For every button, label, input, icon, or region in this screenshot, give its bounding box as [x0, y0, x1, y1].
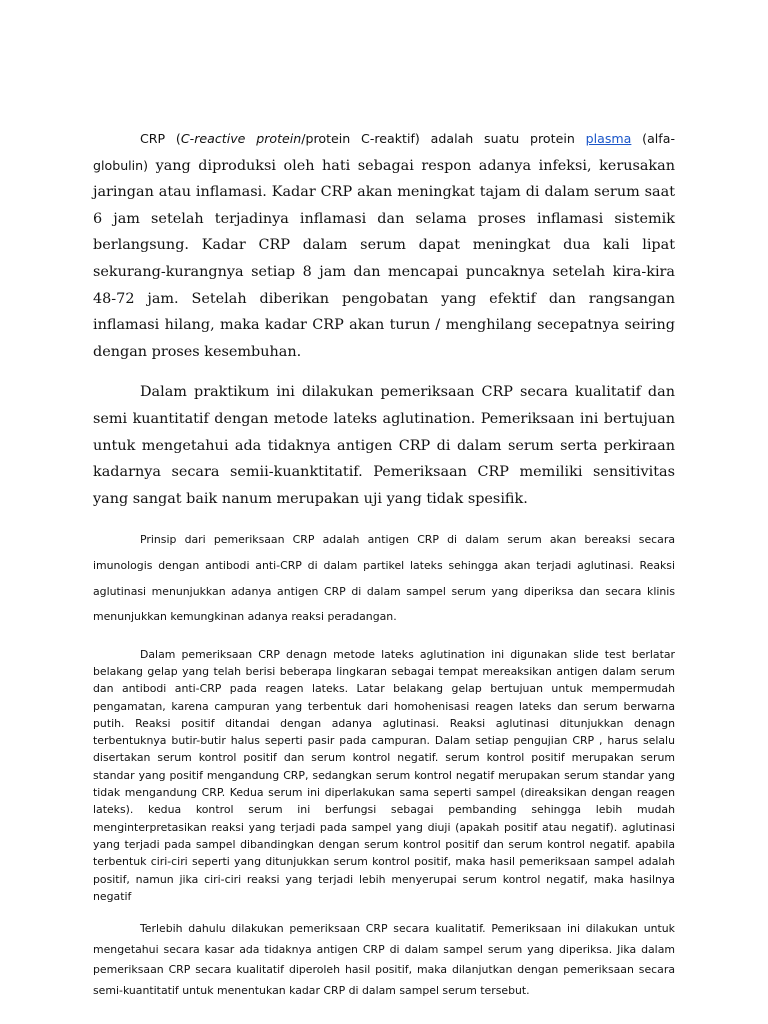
document-page [93, 126, 675, 1001]
plasma-link[interactable]: plasma [585, 131, 632, 146]
c-reactive-protein-term: C-reactive protein [180, 131, 302, 146]
paragraph-kualitatif: Terlebih dahulu dilakukan pemeriksaan CRP secara kualitatif. Pemeriksaan ini dilakukan untuk mengetahui secara kasar ada tidaknya antigen CRP di dalam sampel serum yang diperiksa. Jika dalam pemeriksaan CRP secara kualitatif diperoleh hasil positif, maka dilanjutkan dengan pemeriksaan secara semi-kuantitatif untuk menentukan kadar CRP di dalam sampel serum tersebut. [93, 922, 675, 997]
crp-definition-body: yang diproduksi oleh hati sebagai respon adanya infeksi, kerusakan jaringan atau inflamasi. Kadar CRP akan meningkat tajam di dalam serum saat 6 jam setelah terjadinya inflamasi dan selama proses inflamasi sistemik berlangsung. Kadar CRP dalam serum dapat meningkat dua kali lipat sekurang-kurangnya setiap 8 jam dan mencapai puncaknya setelah kira-kira 48-72 jam. Setelah diberikan pengobatan yang efektif dan rangsangan inflamasi hilang, maka kadar CRP akan turun / menghilang secepatnya seiring dengan proses kesembuhan. [93, 157, 675, 360]
paragraph-praktikum: Dalam praktikum ini dilakukan pemeriksaan CRP secara kualitatif dan semi kuantitatif dengan metode lateks aglutination. Pemeriksaan ini bertujuan untuk mengetahui ada tidaknya antigen CRP di dalam serum serta perkiraan kadarnya secara semii-kuanktitatif. Pemeriksaan CRP memiliki sensitivitas yang sangat baik nanum merupakan uji yang tidak spesifik. [93, 384, 675, 507]
alfa-globulin-text: (alfa-globulin) [93, 131, 675, 173]
paragraph-crp-definition [93, 126, 675, 365]
paragraph-prinsip: Prinsip dari pemeriksaan CRP adalah antigen CRP di dalam serum akan bereaksi secara imunologis dengan antibodi anti-CRP di dalam partikel lateks sehingga akan terjadi aglutinasi. Reaksi aglutinasi menunjukkan adanya antigen CRP di dalam sampel serum yang diperiksa dan secara klinis menunjukkan kemungkinan adanya reaksi peradangan. [93, 533, 675, 624]
paragraph-metode-lateks: Dalam pemeriksaan CRP denagn metode lateks aglutination ini digunakan slide test berlatar belakang gelap yang telah berisi beberapa lingkaran sebagai tempat mereaksikan antigen dalam serum dan antibodi anti-CRP pada reagen lateks. Latar belakang gelap bertujuan untuk mempermudah pengamatan, karena campuran yang terbentuk dari homohenisasi reagen lateks dan serum berwarna putih. Reaksi positif ditandai dengan adanya aglutinasi. Reaksi aglutinasi ditunjukkan denagn terbentuknya butir-butir halus seperti pasir pada campuran. Dalam setiap pengujian CRP , harus selalu disertakan serum kontrol positif dan serum kontrol negatif. serum kontrol positif merupakan serum standar yang positif mengandung CRP, sedangkan serum kontrol negatif merupakan serum standar yang tidak mengandung CRP. Kedua serum ini diperlakukan sama seperti sampel (direaksikan dengan reagen lateks). kedua kontrol serum ini berfungsi sebagai pembanding sehingga lebih mudah menginterpretasikan reaksi yang terjadi pada sampel yang diuji (apakah positif atau negatif). aglutinasi yang terjadi pada sampel dibandingkan dengan serum kontrol positif dan serum kontrol negatif. apabila terbentuk ciri-ciri seperti yang ditunjukkan serum kontrol positif, maka hasil pemeriksaan sampel adalah positif, namun jika ciri-ciri reaksi yang terjadi lebih menyerupai serum kontrol negatif, maka hasilnya negatif [93, 647, 675, 903]
crp-intro-text: /protein C-reaktif) adalah suatu protein [301, 131, 586, 146]
crp-lead-text: CRP ( [140, 131, 181, 146]
